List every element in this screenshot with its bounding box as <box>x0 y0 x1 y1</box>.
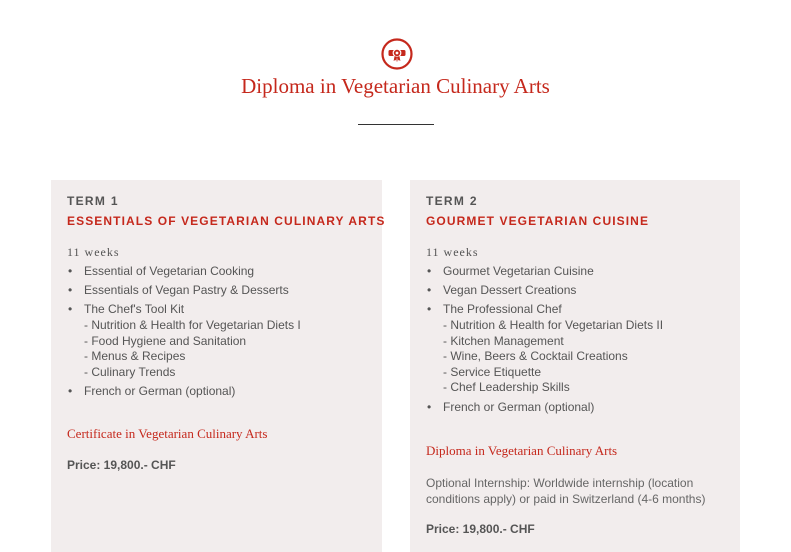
module-item-label: The Chef's Tool Kit <box>84 302 185 316</box>
term-subtitle: ESSENTIALS OF VEGETARIAN CULINARY ARTS <box>67 214 386 228</box>
module-item: • French or German (optional) <box>426 400 724 415</box>
module-item-chefs-tool-kit <box>67 302 366 380</box>
submodule-item: - Culinary Trends <box>84 364 176 379</box>
internship-note: Optional Internship: Worldwide internship (location conditions apply) or paid in Switzerland (4-6 months) <box>426 475 706 506</box>
award-title: Diploma in Vegetarian Culinary Arts <box>426 442 618 458</box>
submodule-item: - Chef Leadership Skills <box>443 380 570 394</box>
module-item-professional-chef <box>426 302 724 396</box>
term-2-card <box>410 180 740 552</box>
module-list <box>426 264 724 415</box>
submodule-item: - Menus & Recipes <box>84 349 186 363</box>
price: Price: 19,800.- CHF <box>426 521 535 536</box>
module-item-label: The Professional Chef <box>443 302 562 316</box>
submodule-list <box>443 318 724 396</box>
module-list <box>67 264 366 399</box>
term-duration: 11 weeks <box>426 245 479 259</box>
module-item: • Essential of Vegetarian Cooking <box>67 264 366 279</box>
module-item: • French or German (optional) <box>67 384 366 399</box>
price: Price: 19,800.- CHF <box>67 458 176 472</box>
submodule-item: - Nutrition & Health for Vegetarian Diets I <box>84 318 301 332</box>
module-item: • Essentials of Vegan Pastry & Desserts <box>67 283 366 298</box>
submodule-list <box>84 318 366 380</box>
submodule-item: - Wine, Beers & Cocktail Creations <box>443 349 628 363</box>
submodule-item: - Food Hygiene and Sanitation <box>84 333 247 348</box>
term-label: TERM 2 <box>426 194 478 208</box>
term-label: TERM 1 <box>67 194 119 208</box>
submodule-item: - Nutrition & Health for Vegetarian Diets II <box>443 318 664 332</box>
module-item: • Vegan Dessert Creations <box>426 283 724 298</box>
term-subtitle: GOURMET VEGETARIAN CUISINE <box>426 214 650 228</box>
title-divider <box>358 124 434 125</box>
diploma-scroll-icon <box>381 38 413 70</box>
submodule-item: - Kitchen Management <box>443 333 564 348</box>
page-title: Diploma in Vegetarian Culinary Arts <box>241 74 550 98</box>
module-item: • Gourmet Vegetarian Cuisine <box>426 264 724 279</box>
submodule-item: - Service Etiquette <box>443 364 542 379</box>
award-title: Certificate in Vegetarian Culinary Arts <box>67 426 268 441</box>
term-duration: 11 weeks <box>67 245 120 259</box>
term-1-card <box>51 180 386 552</box>
